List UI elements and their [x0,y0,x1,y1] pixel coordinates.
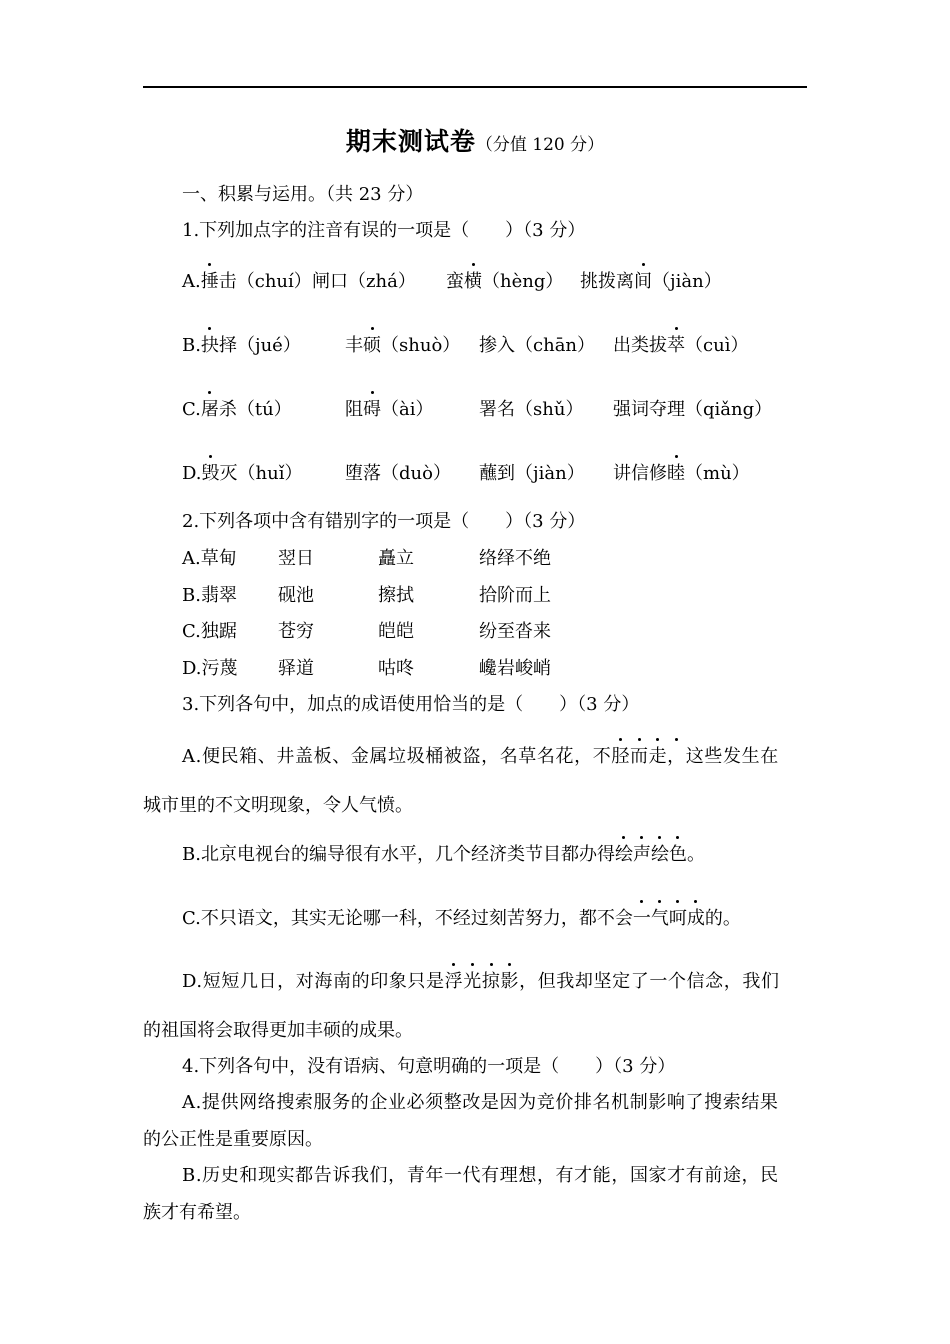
emphasis-char: 而 [629,746,649,767]
q4-option-a-cont: 的公正性是重要原因。 [143,1129,323,1150]
emphasis-char: 捶 [200,271,219,292]
q2-c-1: C.独踞 [182,621,237,642]
q3-option-b: B.北京电视台的编导很有水平，几个经济类节目都办得绘声绘色。 [182,844,705,865]
q3-option-d: D.短短几日，对海南的印象只是浮光掠影，但我却坚定了一个信念，我们 [182,971,780,992]
emphasis-char: 影 [500,971,520,992]
q1-b-2: 丰硕（shuò） [345,335,461,356]
q2-a-2: 翌日 [278,548,314,569]
q2-b-4: 拾阶而上 [479,585,551,606]
emphasis-char: 色 [668,844,687,865]
header-rule [143,86,807,88]
q4-stem: 4.下列各句中，没有语病、句意明确的一项是（ ）（3 分） [182,1056,676,1077]
emphasis-char: 抉 [200,335,219,356]
emphasis-char: 掠 [481,971,501,992]
emphasis-char: 光 [463,971,482,992]
emphasis-char: 毁 [201,463,220,484]
q2-d-2: 驿道 [278,658,314,679]
emphasis-char: 硕 [363,335,381,356]
q2-c-2: 苍穷 [278,621,314,642]
emphasis-char: 横 [464,271,482,292]
q4-option-a: A.提供网络搜索服务的企业必须整改是因为竞价排名机制影响了搜索结果 [182,1092,779,1113]
q3-option-a: A.便民箱、井盖板、金属垃圾桶被盗，名草名花，不胫而走，这些发生在 [182,746,779,767]
emphasis-char: 走 [648,746,668,767]
section-heading: 一、积累与运用。（共 23 分） [182,184,424,205]
emphasis-char: 萃 [667,335,685,356]
q1-c-1: C.屠杀（tú） [182,399,292,420]
emphasis-char: 绘 [614,844,633,865]
emphasis-char: ， [667,746,686,767]
q1-b-4: 出类拔萃（cuì） [613,335,749,356]
emphasis-char: 间 [634,271,652,292]
emphasis-char: 屠 [200,399,219,420]
q2-b-1: B.翡翠 [182,585,237,606]
q2-b-2: 砚池 [278,585,314,606]
q1-b-3: 掺入（chān） [479,335,596,356]
q1-a-4: 挑拨离间（jiàn） [580,271,722,292]
q3-option-a-cont: 城市里的不文明现象，令人气愤。 [143,795,413,816]
q2-a-1: A.草甸 [182,548,237,569]
q1-a-3: 蛮横（hèng） [446,271,564,292]
q2-a-4: 络绎不绝 [479,548,551,569]
emphasis-char: 浮 [444,971,464,992]
q1-d-2: 堕落（duò） [345,463,451,484]
emphasis-char: 胫 [611,746,630,767]
q1-a-2: 闸口（zhá） [312,271,416,292]
q1-stem: 1.下列加点字的注音有误的一项是（ ）（3 分） [182,220,586,241]
title-score: （分值 120 分） [475,135,605,155]
title-main: 期末测试卷 [345,127,476,156]
emphasis-char: 成 [686,908,705,929]
q2-c-4: 纷至沓来 [479,621,551,642]
emphasis-char: 声 [632,844,651,865]
page-title [0,122,950,158]
q1-d-4: 讲信修睦（mù） [613,463,750,484]
q1-a-1: A.捶击（chuí） [182,271,312,292]
q2-d-4: 巉岩峻峭 [479,658,551,679]
q4-option-b-cont: 族才有希望。 [143,1202,251,1223]
q2-d-1: D.污蔑 [182,658,238,679]
q2-b-3: 擦拭 [378,585,414,606]
q2-c-3: 皑皑 [378,621,414,642]
emphasis-char: 碍 [363,399,381,420]
q1-b-1: B.抉择（jué） [182,335,301,356]
q4-option-b: B.历史和现实都告诉我们，青年一代有理想，有才能，国家才有前途，民 [182,1165,779,1186]
q1-c-2: 阻碍（ài） [345,399,434,420]
q2-a-3: 矗立 [378,548,414,569]
emphasis-char: 气 [650,908,669,929]
q1-d-1: D.毁灭（huǐ） [182,463,303,484]
q1-c-4: 强词夺理（qiǎng） [613,399,773,420]
emphasis-char: 绘 [650,844,669,865]
q3-stem: 3.下列各句中，加点的成语使用恰当的是（ ）（3 分） [182,694,640,715]
q3-option-d-cont: 的祖国将会取得更加丰硕的成果。 [143,1020,413,1041]
q1-d-3: 蘸到（jiàn） [479,463,585,484]
emphasis-char: 一 [632,908,651,929]
q2-stem: 2.下列各项中含有错别字的一项是（ ）（3 分） [182,511,586,532]
emphasis-char: 呵 [668,908,687,929]
emphasis-char: 睦 [667,463,685,484]
q1-c-3: 署名（shǔ） [479,399,584,420]
q2-d-3: 咕咚 [378,658,414,679]
q3-option-c: C.不只语文，其实无论哪一科，不经过刻苦努力，都不会一气呵成的。 [182,908,741,929]
